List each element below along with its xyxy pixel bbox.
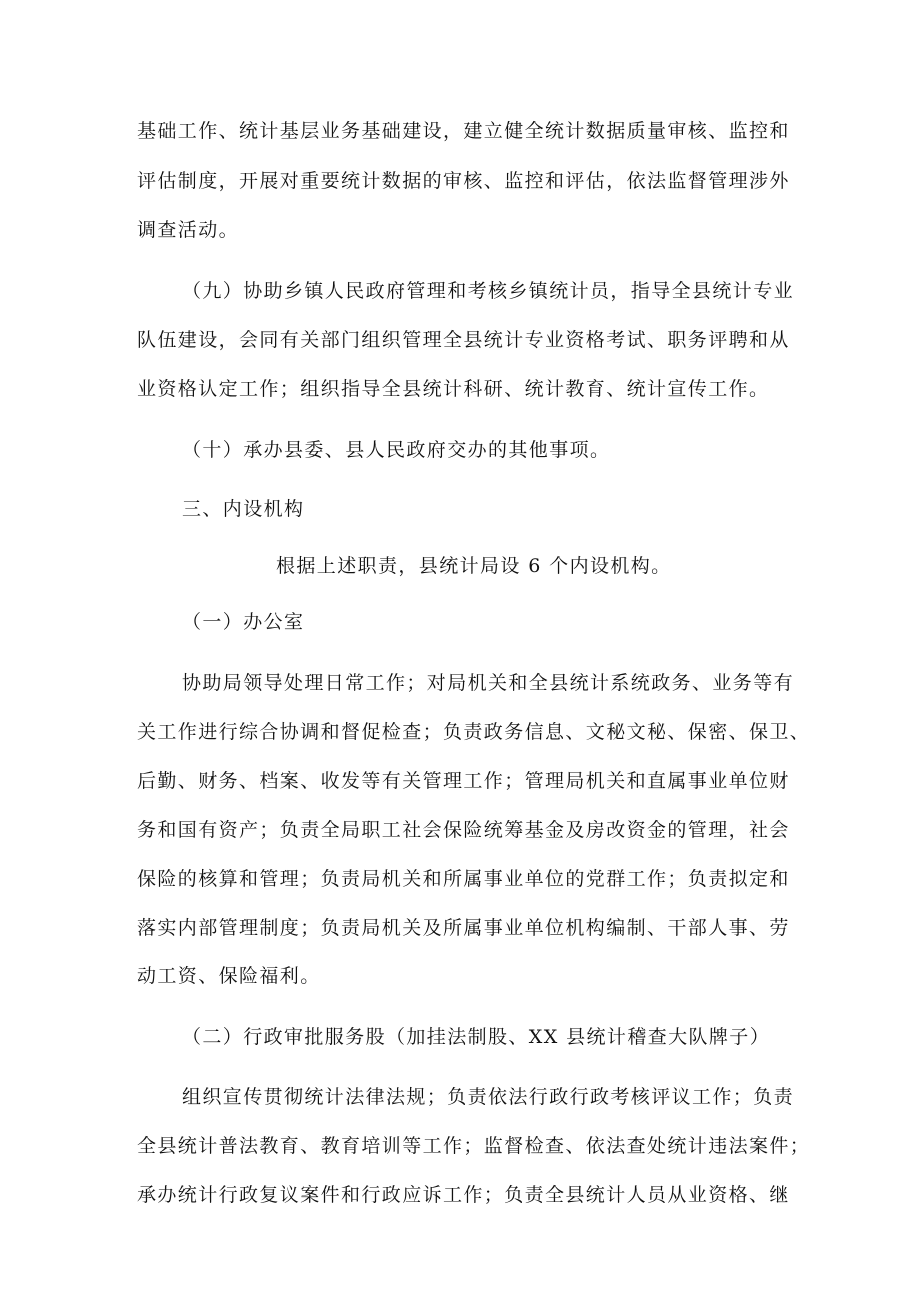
subsection-heading-admin: （二）行政审批服务股（加挂法制股、XX 县统计稽查大队牌子） [182,1026,771,1048]
paragraph-line-17: 动工资、保险福利。 [137,965,321,987]
paragraph-line-14: 务和国有资产；负责全局职工社会保险统筹基金及房改资金的管理，社会 [137,819,790,841]
paragraph-line-20: 全县统计普法教育、教育培训等工作；监督检查、依法查处统计违法案件； [137,1135,811,1157]
paragraph-line-3: 调查活动。 [137,219,240,241]
paragraph-line-4: （九）协助乡镇人民政府管理和考核乡镇统计员，指导全县统计专业 [182,280,795,302]
paragraph-line-1: 基础工作、统计基层业务基础建设，建立健全统计数据质量审核、监控和 [137,120,790,142]
paragraph-line-16: 落实内部管理制度；负责局机关及所属事业单位机构编制、干部人事、劳 [137,917,790,939]
paragraph-line-2: 评估制度，开展对重要统计数据的审核、监控和评估，依法监督管理涉外 [137,170,790,192]
paragraph-line-6: 业资格认定工作；组织指导全县统计科研、统计教育、统计宣传工作。 [137,378,770,400]
paragraph-line-21: 承办统计行政复议案件和行政应诉工作；负责全县统计人员从业资格、继 [137,1184,790,1206]
paragraph-line-12: 关工作进行综合协调和督促检查；负责政务信息、文秘文秘、保密、保卫、 [137,721,811,743]
paragraph-line-15: 保险的核算和管理；负责局机关和所属事业单位的党群工作；负责拟定和 [137,868,790,890]
paragraph-line-7: （十）承办县委、县人民政府交办的其他事项。 [182,439,611,461]
section-heading: 三、内设机构 [182,498,305,520]
section-intro: 根据上述职责，县统计局设 6 个内设机构。 [276,555,672,577]
paragraph-line-5: 队伍建设，会同有关部门组织管理全县统计专业资格考试、职务评聘和从 [137,329,790,351]
paragraph-line-19: 组织宣传贯彻统计法律法规；负责依法行政行政考核评议工作；负责 [182,1086,795,1108]
subsection-heading-office: （一）办公室 [182,611,305,633]
paragraph-line-11: 协助局领导处理日常工作；对局机关和全县统计系统政务、业务等有 [182,672,795,694]
paragraph-line-13: 后勤、财务、档案、收发等有关管理工作；管理局机关和直属事业单位财 [137,770,790,792]
